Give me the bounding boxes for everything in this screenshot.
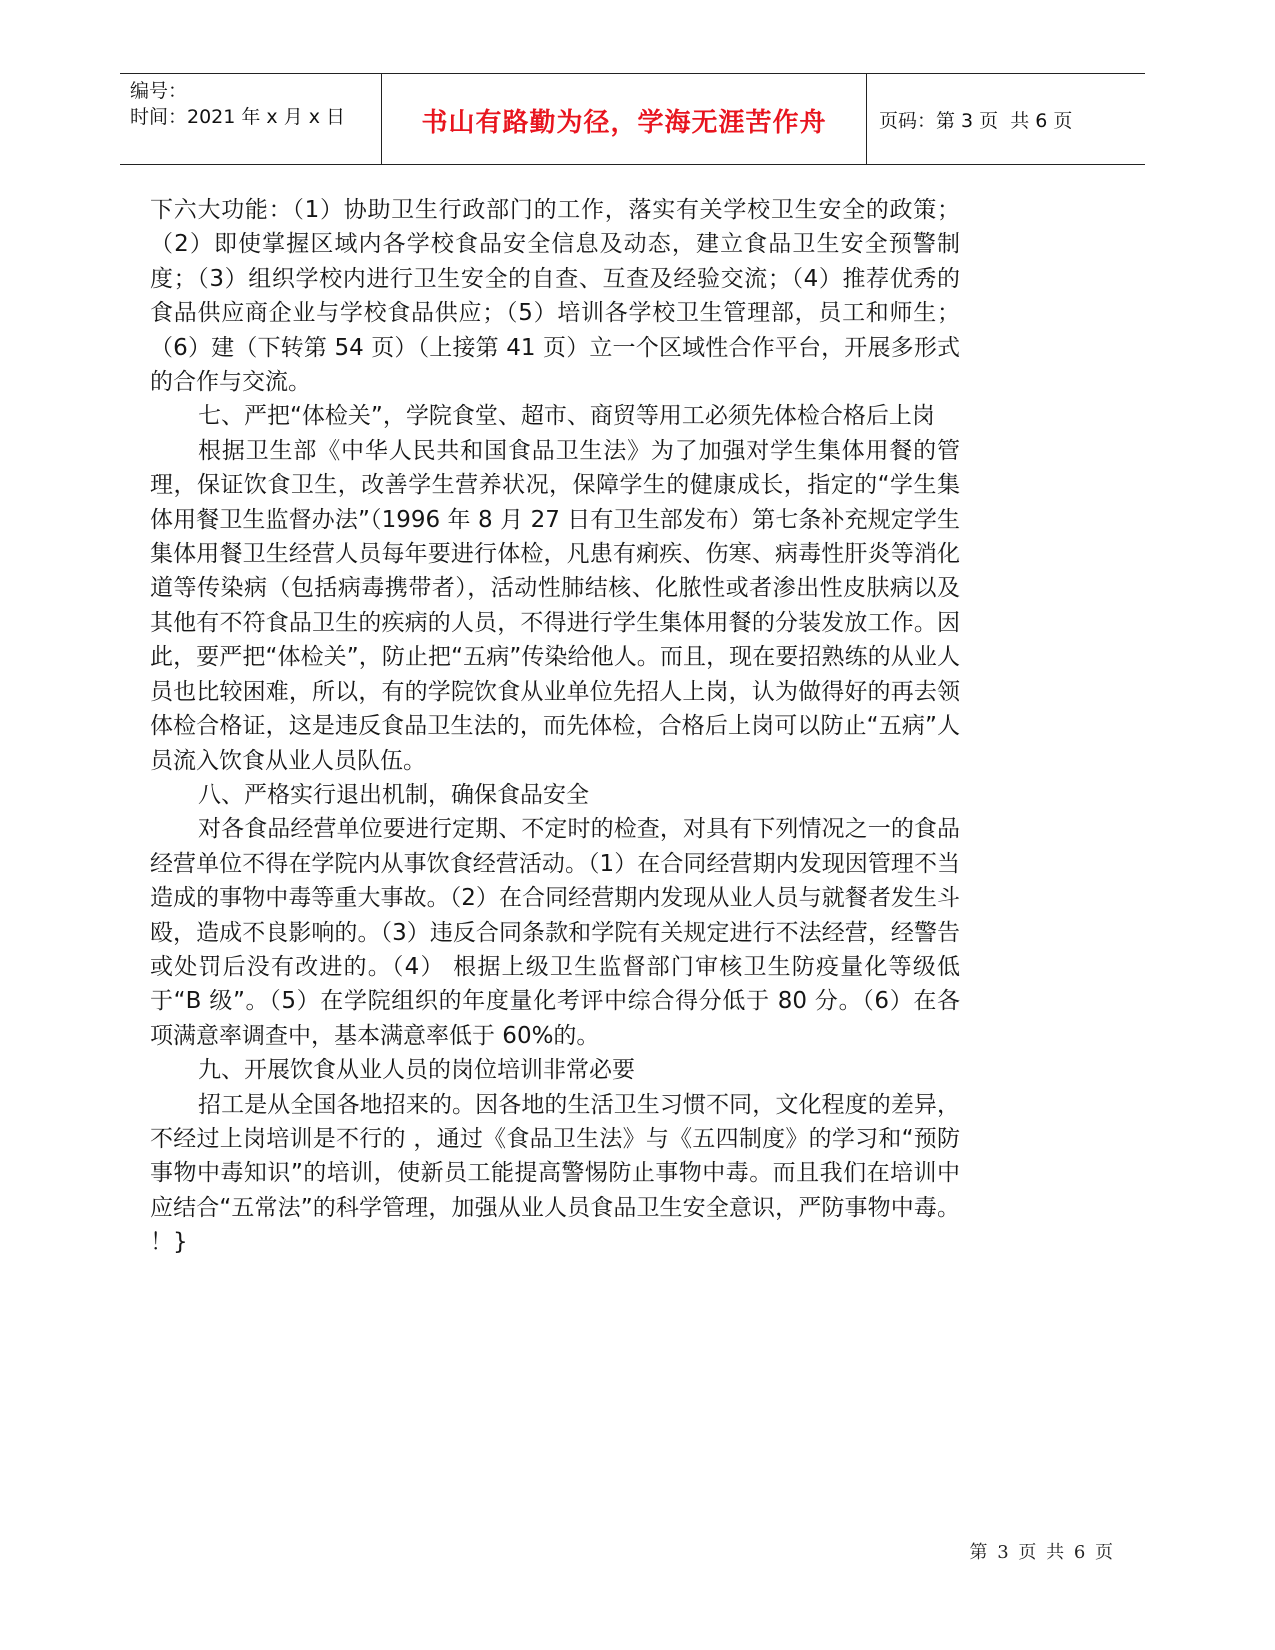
document-number-label: 编号： <box>130 80 188 102</box>
paragraph: 根据卫生部《中华人民共和国食品卫生法》为了加强对学生集体用餐的管理，保证饮食卫生，改善学生营养状况，保障学生的健康成长，指定的“学生集体用餐卫生监督办法”（1996 年 8 月 27 日有卫生部发布）第七条补充规定学生集体用餐卫生经营人员每年要进行体检，凡患有痢疾、伤寒、病毒性肝炎等消化道等传染病（包括病毒携带者），活动性肺结核、化脓性或者渗出性皮肤病以及其他有不符食品卫生的疾病的人员，不得进行学生集体用餐的分装发放工作。因此，要严把“体检关”，防止把“五病”传染给他人。而且，现在要招熟练的从业人员也比较困难，所以，有的学院饮食从业单位先招人上岗，认为做得好的再去领体检合格证，这是违反食品卫生法的，而先体检，合格后上岗可以防止“五病”人员流入饮食从业人员队伍。 <box>150 437 960 774</box>
header-page-label: 页码：第 3 页 共 6 页 <box>879 109 1073 132</box>
header-info-cell <box>120 74 382 164</box>
header-motto: 书山有路勤为径，学海无涯苦作舟 <box>421 107 827 138</box>
paragraph: 下六大功能：（1）协助卫生行政部门的工作，落实有关学校卫生安全的政策；（2）即使掌握区域内各学校食品安全信息及动态，建立食品卫生安全预警制度；（3）组织学校内进行卫生安全的自查、互查及经验交流；（4）推荐优秀的食品供应商企业与学校食品供应；（5）培训各学校卫生管理部，员工和师生；（6）建（下转第 54 页）（上接第 41 页）立一个区域性合作平台，开展多形式的合作与交流。 <box>150 197 960 396</box>
header-motto-cell <box>382 74 867 164</box>
header-page-cell <box>867 74 1145 164</box>
page-footer: 第 3 页 共 6 页 <box>969 1542 1115 1563</box>
page-header <box>120 73 1145 165</box>
paragraph: 招工是从全国各地招来的。因各地的生活卫生习惯不同，文化程度的差异，不经过上岗培训是不行的 ，通过《食品卫生法》与《五四制度》的学习和“预防事物中毒知识”的培训，使新员工能提高警惕防止事物中毒。而且我们在培训中应结合“五常法”的科学管理，加强从业人员食品卫生安全意识，严防事物中毒。 ！} <box>150 1091 960 1256</box>
section-heading: 九、开展饮食从业人员的岗位培训非常必要 <box>198 1057 635 1084</box>
section-heading: 八、严格实行退出机制，确保食品安全 <box>198 781 589 808</box>
document-body <box>150 193 960 1260</box>
paragraph: 对各食品经营单位要进行定期、不定时的检查，对具有下列情况之一的食品经营单位不得在学院内从事饮食经营活动。（1）在合同经营期内发现因管理不当造成的事物中毒等重大事故。（2）在合同经营期内发现从业人员与就餐者发生斗殴，造成不良影响的。（3）违反合同条款和学院有关规定进行不法经营，经警告或处罚后没有改进的。（4） 根据上级卫生监督部门审核卫生防疫量化等级低于“B 级”。（5）在学院组织的年度量化考评中综合得分低于 80 分。（6）在各项满意率调查中，基本满意率低于 60%的。 <box>150 816 960 1049</box>
document-date-label: 时间：2021 年 x 月 x 日 <box>130 106 346 128</box>
section-heading: 七、严把“体检关”，学院食堂、超市、商贸等用工必须先体检合格后上岗 <box>198 403 935 430</box>
